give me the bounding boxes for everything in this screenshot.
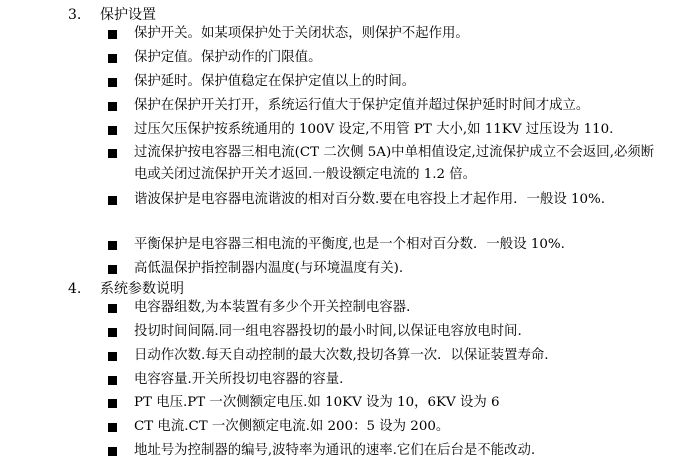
square-bullet-icon (108, 126, 117, 135)
section-title: 系统参数说明 (100, 281, 184, 297)
list-item-text: 保护延时。保护值稳定在保护定值以上的时间。 (134, 74, 416, 89)
square-bullet-icon (108, 376, 117, 385)
square-bullet-icon (108, 423, 117, 432)
square-bullet-icon (108, 352, 117, 361)
section-number: 3. (68, 7, 82, 23)
section-number: 4. (68, 281, 82, 297)
list-item-text: 平衡保护是电容器三相电流的平衡度,也是一个相对百分数．一般设 10%. (134, 237, 565, 252)
square-bullet-icon (108, 102, 117, 111)
list-item-text: 电容器组数,为本装置有多少个开关控制电容器. (134, 300, 411, 315)
list-item-text: 保护定值。保护动作的门限值。 (134, 50, 322, 65)
list-item-text: 日动作次数.每天自动控制的最大次数,投切各算一次．以保证装置寿命. (134, 348, 549, 363)
section-heading (68, 5, 156, 25)
list-item-text: 投切时间间隔.同一组电容器投切的最小时间,以保证电容放电时间. (134, 324, 522, 339)
list-item-text: 地址号为控制器的编号,波特率为通讯的速率.它们在后台是不能改动. (134, 443, 536, 458)
square-bullet-icon (108, 399, 117, 408)
square-bullet-icon (108, 304, 117, 313)
list-item-text: 过压欠压保护按系统通用的 100V 设定,不用管 PT 大小,如 11KV 过压设为 110. (134, 122, 614, 137)
square-bullet-icon (108, 78, 117, 87)
square-bullet-icon (108, 265, 117, 274)
square-bullet-icon (108, 241, 117, 250)
section-heading (68, 279, 184, 299)
list-item-text: PT 电压.PT 一次侧额定电压.如 10KV 设为 10，6KV 设为 6 (134, 395, 500, 410)
section-title: 保护设置 (100, 7, 156, 23)
list-item-text: 电容容量.开关所投切电容器的容量. (134, 372, 344, 387)
list-item-text: 谐波保护是电容器电流谐波的相对百分数.要在电容投上才起作用．一般设 10%. (134, 192, 606, 207)
list-item-text: 保护开关。如某项保护处于关闭状态，则保护不起作用。 (134, 26, 469, 41)
square-bullet-icon (108, 54, 117, 63)
square-bullet-icon (108, 30, 117, 39)
square-bullet-icon (108, 149, 117, 158)
square-bullet-icon (108, 447, 117, 456)
square-bullet-icon (108, 328, 117, 337)
list-item-text: 高低温保护指控制器内温度(与环境温度有关). (134, 261, 404, 276)
square-bullet-icon (108, 196, 117, 205)
list-item-text: 过流保护按电容器三相电流(CT 二次侧 5A)中单相值设定,过流保护成立不会返回,必须断电或关闭过流保护开关才返回.一般设额定电流的 1.2 倍。 (134, 145, 655, 182)
list-item-text: CT 电流.CT 一次侧额定电流.如 200：5 设为 200。 (134, 419, 450, 434)
list-item-text: 保护在保护开关打开，系统运行值大于保护定值并超过保护延时时间才成立。 (134, 98, 590, 113)
